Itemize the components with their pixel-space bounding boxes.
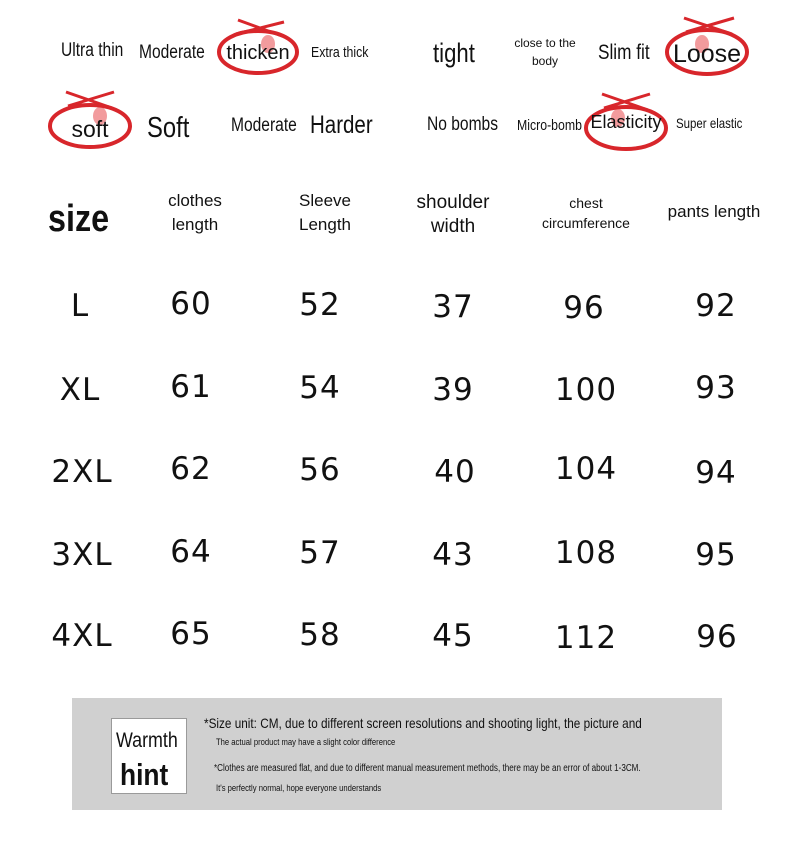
cell-pants-length: 94 xyxy=(695,455,737,491)
header-chest-circumference: chest circumference xyxy=(542,195,630,231)
option-micro-bomb: Micro-bomb xyxy=(517,117,582,134)
option-loose-selected xyxy=(664,10,750,76)
option-extra-thick: Extra thick xyxy=(311,44,369,61)
header-clothes-length: clothes length xyxy=(168,191,222,234)
option-moderate-thickness: Moderate xyxy=(139,42,205,63)
cell-clothes-length: 64 xyxy=(170,534,212,570)
cell-chest: 96 xyxy=(563,290,605,326)
cell-sleeve-length: 57 xyxy=(299,535,341,571)
cell-clothes-length: 65 xyxy=(170,616,212,652)
note-size-unit: *Size unit: CM, due to different screen resolutions and shooting light, the picture and xyxy=(204,715,642,731)
option-moderate-softness: Moderate xyxy=(231,115,297,136)
option-loose-label: Loose xyxy=(672,40,742,68)
cell-size: 2XL xyxy=(51,454,113,490)
cell-clothes-length: 60 xyxy=(170,286,212,322)
warm-hint-title-line2: hint xyxy=(120,757,169,792)
cell-clothes-length: 62 xyxy=(170,451,212,487)
option-elasticity-selected xyxy=(584,88,668,152)
option-soft-selected xyxy=(48,86,132,150)
option-slim-fit: Slim fit xyxy=(598,41,650,64)
cell-shoulder-width: 39 xyxy=(432,372,474,408)
cell-shoulder-width: 45 xyxy=(432,618,474,654)
cell-sleeve-length: 58 xyxy=(299,617,341,653)
note-measurement-error: *Clothes are measured flat, and due to different manual measurement methods, there may be an error of about 1-3CM. xyxy=(214,763,641,774)
cell-chest: 108 xyxy=(554,535,618,571)
option-close-to-body: close to the body xyxy=(514,36,576,68)
cell-shoulder-width: 37 xyxy=(432,289,474,325)
warm-hint-title-line1: Warmth xyxy=(116,729,178,752)
cell-chest: 104 xyxy=(554,451,618,487)
option-ultra-thin: Ultra thin xyxy=(61,40,124,61)
cell-pants-length: 95 xyxy=(695,537,737,573)
option-no-bombs: No bombs xyxy=(427,114,499,135)
header-shoulder-width: shoulder width xyxy=(416,192,490,237)
header-size: size xyxy=(48,198,110,240)
cell-pants-length: 92 xyxy=(695,288,737,324)
cell-clothes-length: 61 xyxy=(170,369,212,405)
option-soft-label: soft xyxy=(71,116,109,142)
option-soft-alt: Soft xyxy=(147,112,190,144)
header-sleeve-length: Sleeve Length xyxy=(299,191,351,234)
option-tight: tight xyxy=(433,38,475,68)
cell-chest: 100 xyxy=(554,372,618,408)
cell-chest: 112 xyxy=(554,620,618,656)
cell-shoulder-width: 40 xyxy=(434,454,476,490)
option-thicken-label: thicken xyxy=(226,42,290,64)
option-harder: Harder xyxy=(310,111,373,139)
option-elasticity-label: Elasticity xyxy=(590,112,662,132)
cell-size: XL xyxy=(59,372,101,408)
warm-hint-title-box xyxy=(111,718,187,794)
cell-pants-length: 96 xyxy=(696,619,738,655)
cell-shoulder-width: 43 xyxy=(432,537,474,573)
option-super-elastic: Super elastic xyxy=(676,115,743,131)
cell-sleeve-length: 52 xyxy=(299,287,341,323)
cell-size: 4XL xyxy=(51,618,113,654)
header-pants-length: pants length xyxy=(667,202,761,221)
option-thicken-selected xyxy=(216,14,300,76)
cell-sleeve-length: 56 xyxy=(299,452,341,488)
note-color-difference: The actual product may have a slight color difference xyxy=(216,737,396,747)
cell-pants-length: 93 xyxy=(695,370,737,406)
cell-size: 3XL xyxy=(51,537,113,573)
cell-size: L xyxy=(70,288,90,324)
cell-sleeve-length: 54 xyxy=(299,370,341,406)
note-understand: It's perfectly normal, hope everyone understands xyxy=(216,783,382,793)
